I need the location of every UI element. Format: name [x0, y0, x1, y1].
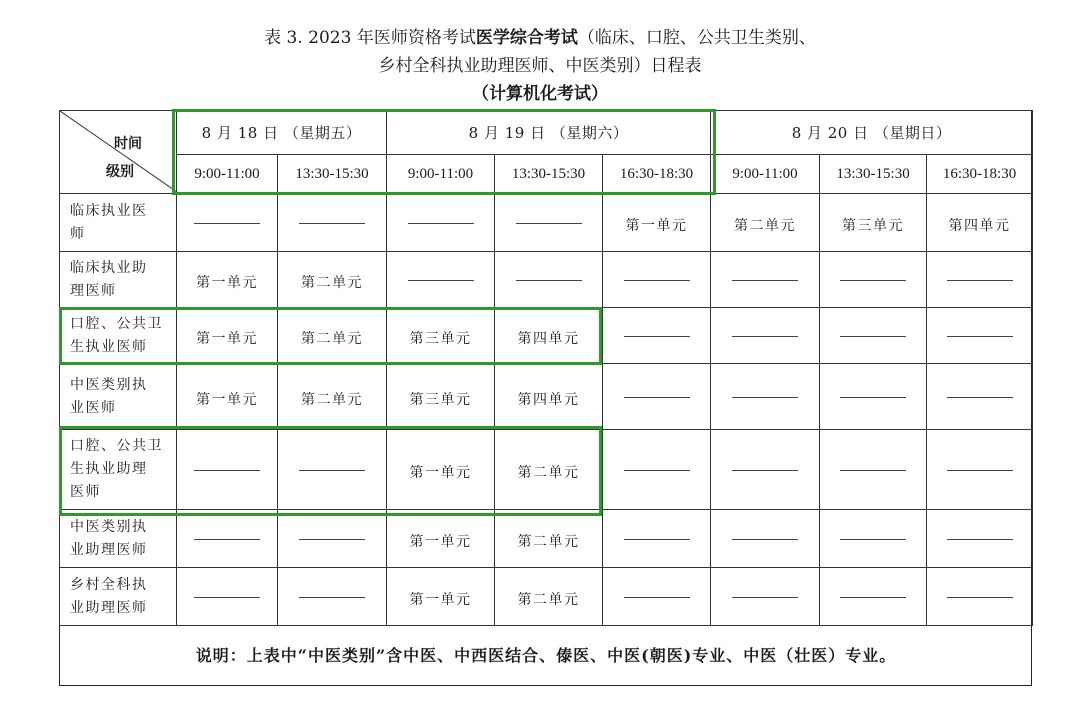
- no-exam-cell: [603, 430, 711, 510]
- dash-line: [194, 539, 260, 540]
- table-row: [60, 252, 1033, 308]
- no-exam-cell: [177, 194, 278, 252]
- date-header: 8 月 20 日 （星期日）: [711, 111, 1033, 155]
- dash-line: [947, 397, 1013, 398]
- table-row: [60, 308, 1033, 364]
- dash-line: [732, 470, 798, 471]
- no-exam-cell: [927, 510, 1033, 568]
- dash-line: [840, 336, 906, 337]
- exam-category-line: 中医类别执: [70, 518, 148, 535]
- dash-line: [840, 397, 906, 398]
- dash-line: [624, 336, 690, 337]
- exam-unit-cell: 第二单元: [711, 194, 820, 252]
- corner-time-label: 时间: [114, 136, 142, 152]
- date-header: 8 月 18 日 （星期五）: [177, 111, 387, 155]
- dash-line: [299, 223, 365, 224]
- exam-category: [60, 194, 177, 252]
- exam-unit-cell: 第一单元: [603, 194, 711, 252]
- time-slot-header: 13:30-15:30: [278, 155, 387, 194]
- no-exam-cell: [603, 364, 711, 430]
- no-exam-cell: [820, 430, 927, 510]
- no-exam-cell: [711, 308, 820, 364]
- dash-line: [299, 597, 365, 598]
- exam-category: [60, 510, 177, 568]
- time-slot-header: 13:30-15:30: [495, 155, 603, 194]
- exam-category-line: 师: [70, 225, 86, 242]
- no-exam-cell: [820, 364, 927, 430]
- no-exam-cell: [927, 252, 1033, 308]
- table-row: [60, 568, 1033, 626]
- dash-line: [840, 539, 906, 540]
- table-row: [60, 430, 1033, 510]
- table-row: [60, 194, 1033, 252]
- table-title-line2: 乡村全科执业助理医师、中医类别）日程表: [378, 56, 702, 76]
- exam-unit-cell: 第一单元: [387, 568, 495, 626]
- exam-unit-cell: 第四单元: [495, 364, 603, 430]
- exam-unit-cell: 第二单元: [495, 430, 603, 510]
- exam-unit-cell: 第一单元: [177, 252, 278, 308]
- exam-unit-cell: 第二单元: [495, 568, 603, 626]
- exam-unit-cell: 第四单元: [495, 308, 603, 364]
- time-slot-header: 9:00-11:00: [711, 155, 820, 194]
- no-exam-cell: [177, 568, 278, 626]
- exam-category-line: 理医师: [70, 282, 117, 299]
- no-exam-cell: [927, 308, 1033, 364]
- exam-unit-cell: 第三单元: [387, 308, 495, 364]
- dash-line: [516, 280, 582, 281]
- no-exam-cell: [820, 510, 927, 568]
- no-exam-cell: [820, 308, 927, 364]
- no-exam-cell: [711, 430, 820, 510]
- dash-line: [624, 597, 690, 598]
- dash-line: [732, 336, 798, 337]
- no-exam-cell: [927, 364, 1033, 430]
- no-exam-cell: [495, 194, 603, 252]
- exam-category-line: 临床执业医: [70, 202, 148, 219]
- dash-line: [732, 597, 798, 598]
- dash-line: [732, 397, 798, 398]
- exam-category: [60, 430, 177, 510]
- dash-line: [624, 470, 690, 471]
- dash-line: [624, 280, 690, 281]
- exam-category-line: 业助理医师: [70, 599, 148, 616]
- exam-category-line: 生执业医师: [70, 338, 148, 355]
- time-slot-header: 9:00-11:00: [177, 155, 278, 194]
- no-exam-cell: [603, 568, 711, 626]
- corner-header: [60, 111, 177, 194]
- exam-unit-cell: 第一单元: [177, 308, 278, 364]
- exam-category: [60, 568, 177, 626]
- date-header: 8 月 19 日 （星期六）: [387, 111, 711, 155]
- no-exam-cell: [711, 252, 820, 308]
- exam-category-line: 医师: [70, 484, 101, 500]
- dash-line: [732, 539, 798, 540]
- dash-line: [408, 280, 474, 281]
- no-exam-cell: [278, 510, 387, 568]
- exam-category-line: 临床执业助: [70, 259, 148, 276]
- dash-line: [299, 539, 365, 540]
- no-exam-cell: [177, 510, 278, 568]
- dash-line: [840, 280, 906, 281]
- exam-category-line: 中医类别执: [70, 376, 148, 393]
- no-exam-cell: [927, 568, 1033, 626]
- corner-level-label: 级别: [106, 164, 134, 180]
- time-slot-header: 13:30-15:30: [820, 155, 927, 194]
- no-exam-cell: [603, 252, 711, 308]
- exam-unit-cell: 第一单元: [387, 510, 495, 568]
- time-slot-header: 9:00-11:00: [387, 155, 495, 194]
- dash-line: [732, 280, 798, 281]
- dash-line: [947, 539, 1013, 540]
- no-exam-cell: [495, 252, 603, 308]
- exam-category-line: 口腔、公共卫: [70, 438, 163, 454]
- exam-unit-cell: 第一单元: [177, 364, 278, 430]
- dash-line: [840, 597, 906, 598]
- exam-unit-cell: 第三单元: [387, 364, 495, 430]
- dash-line: [299, 470, 365, 471]
- exam-unit-cell: 第四单元: [927, 194, 1033, 252]
- no-exam-cell: [177, 430, 278, 510]
- dash-line: [947, 336, 1013, 337]
- no-exam-cell: [278, 568, 387, 626]
- dash-line: [408, 223, 474, 224]
- table-row: [60, 510, 1033, 568]
- exam-category-line: 业医师: [70, 399, 117, 416]
- exam-unit-cell: 第二单元: [278, 252, 387, 308]
- exam-unit-cell: 第三单元: [820, 194, 927, 252]
- dash-line: [624, 397, 690, 398]
- no-exam-cell: [711, 568, 820, 626]
- dash-line: [194, 597, 260, 598]
- no-exam-cell: [387, 252, 495, 308]
- no-exam-cell: [711, 510, 820, 568]
- no-exam-cell: [278, 430, 387, 510]
- exam-unit-cell: 第二单元: [495, 510, 603, 568]
- dash-line: [194, 470, 260, 471]
- table-title-line1: 表 3. 2023 年医师资格考试医学综合考试（临床、口腔、公共卫生类别、: [264, 28, 816, 48]
- dash-line: [947, 470, 1013, 471]
- exam-category: [60, 308, 177, 364]
- table-title-line3: （计算机化考试）: [472, 84, 608, 104]
- no-exam-cell: [278, 194, 387, 252]
- exam-category-line: 生执业助理: [70, 461, 148, 477]
- exam-category: [60, 252, 177, 308]
- time-slot-header: 16:30-18:30: [603, 155, 711, 194]
- dash-line: [516, 223, 582, 224]
- exam-unit-cell: 第二单元: [278, 364, 387, 430]
- exam-unit-cell: 第二单元: [278, 308, 387, 364]
- table-row: [60, 364, 1033, 430]
- schedule-table: [59, 110, 1033, 682]
- no-exam-cell: [820, 252, 927, 308]
- dash-line: [947, 280, 1013, 281]
- no-exam-cell: [711, 364, 820, 430]
- no-exam-cell: [603, 510, 711, 568]
- dash-line: [947, 597, 1013, 598]
- dash-line: [840, 470, 906, 471]
- exam-category-line: 口腔、公共卫: [70, 315, 163, 332]
- dash-line: [624, 539, 690, 540]
- exam-category-line: 乡村全科执: [70, 576, 148, 593]
- exam-category-line: 业助理医师: [70, 541, 148, 558]
- no-exam-cell: [927, 430, 1033, 510]
- footnote: 说明：上表中“中医类别”含中医、中西医结合、傣医、中医(朝医)专业、中医（壮医）专业。: [60, 626, 1033, 683]
- no-exam-cell: [387, 194, 495, 252]
- time-slot-header: 16:30-18:30: [927, 155, 1033, 194]
- dash-line: [194, 223, 260, 224]
- exam-unit-cell: 第一单元: [387, 430, 495, 510]
- exam-category: [60, 364, 177, 430]
- no-exam-cell: [603, 308, 711, 364]
- no-exam-cell: [820, 568, 927, 626]
